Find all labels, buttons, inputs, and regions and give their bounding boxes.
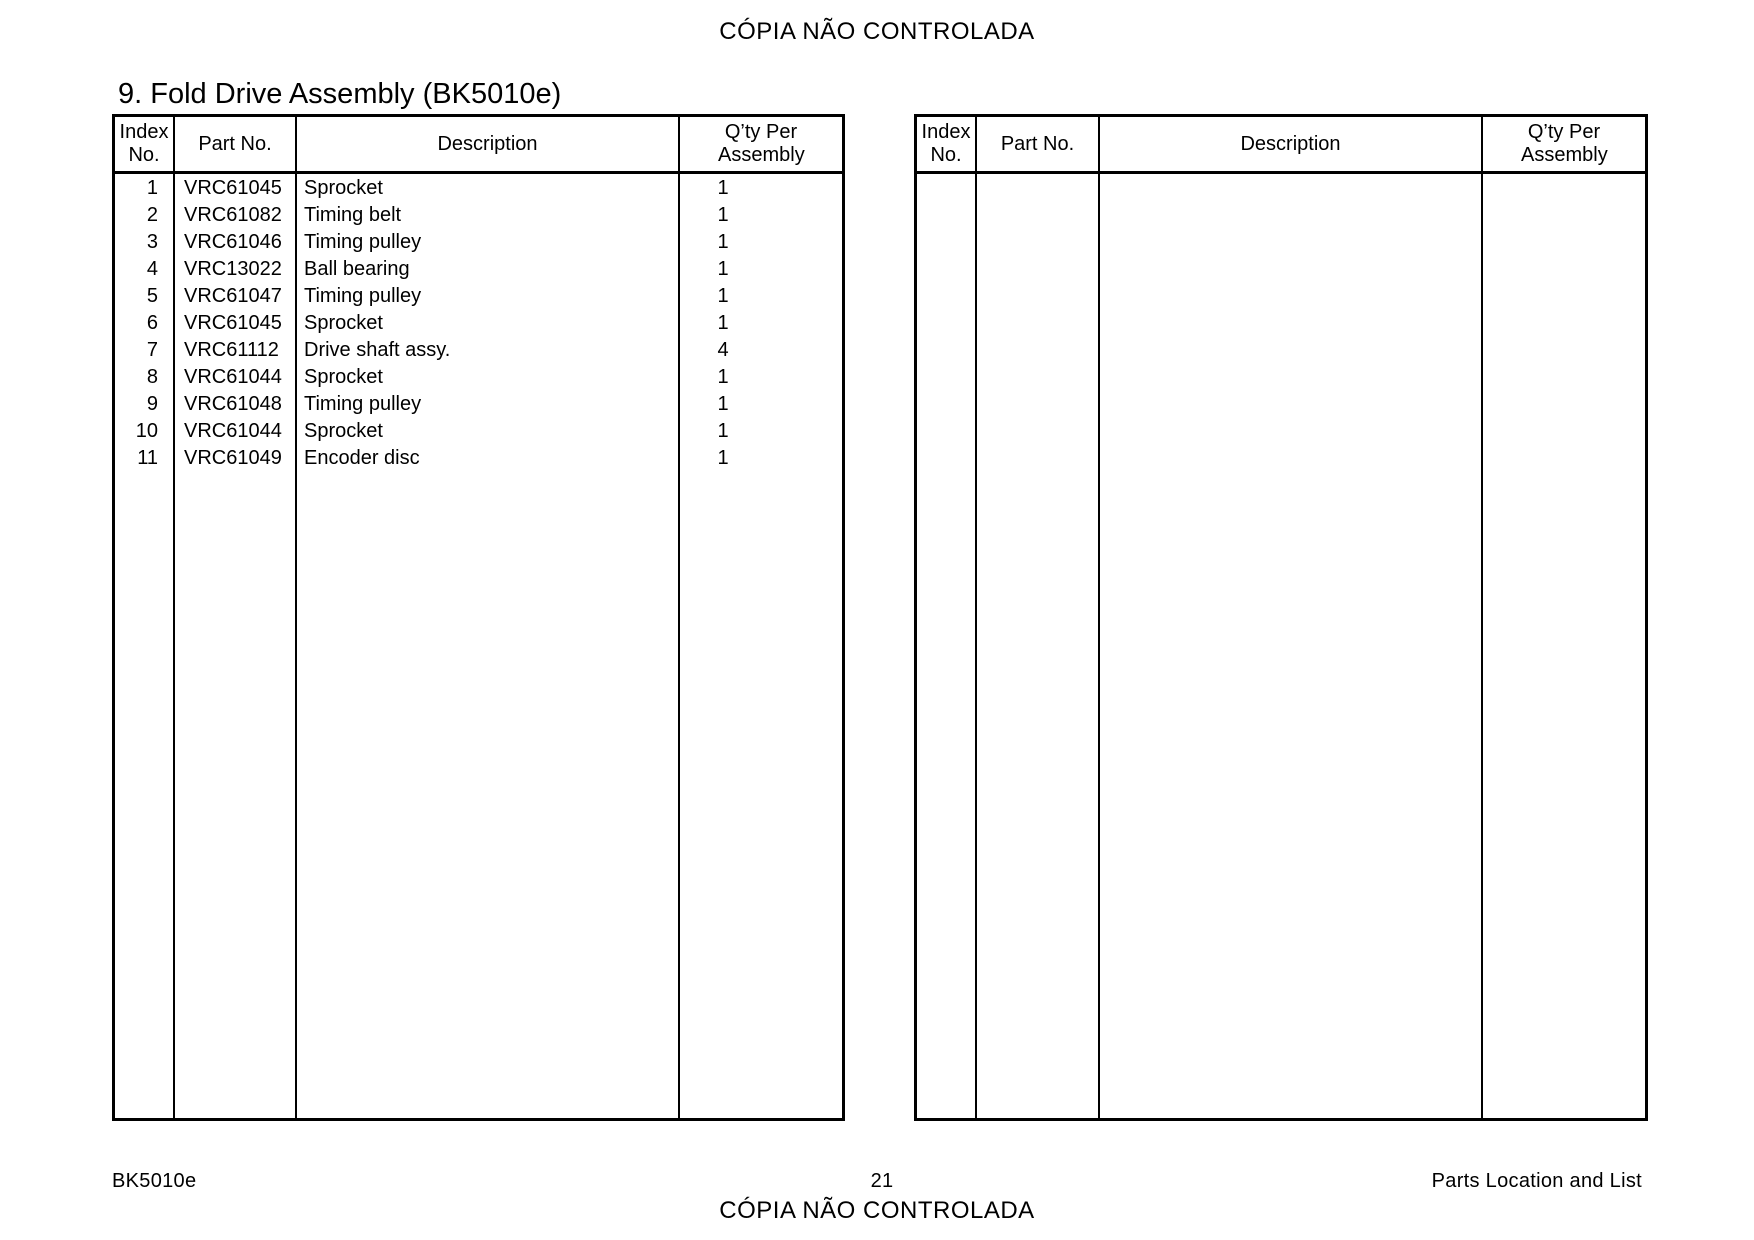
footer-page-number: 21 — [870, 1170, 894, 1192]
header-index: Index No. — [119, 121, 169, 166]
index-cell: 11 — [137, 447, 158, 469]
description-cell: Timing belt — [304, 204, 402, 226]
table-row — [115, 202, 842, 229]
part-no-cell: VRC13022 — [184, 258, 282, 280]
part-no-cell: VRC61046 — [184, 231, 282, 253]
description-cell: Sprocket — [304, 366, 383, 388]
table-row — [115, 256, 842, 283]
index-cell: 4 — [146, 258, 158, 280]
index-cell: 6 — [146, 312, 158, 334]
header-part-no: Part No. — [1000, 132, 1075, 155]
description-cell: Drive shaft assy. — [304, 339, 451, 361]
qty-cell: 1 — [717, 231, 729, 253]
table-header — [115, 117, 842, 174]
header-part-no: Part No. — [198, 132, 272, 155]
header-qty-label: Q’ty Per Assembly — [718, 121, 805, 166]
table-row — [115, 310, 842, 337]
description-cell: Sprocket — [304, 312, 383, 334]
watermark-top: CÓPIA NÃO CONTROLADA — [719, 18, 1035, 45]
description-cell: Sprocket — [304, 177, 383, 199]
qty-cell: 1 — [717, 447, 729, 469]
header-description: Description — [1240, 132, 1341, 155]
part-no-cell: VRC61047 — [184, 285, 282, 307]
parts-table-right — [914, 114, 1648, 1121]
qty-cell: 1 — [717, 285, 729, 307]
qty-cell: 4 — [717, 339, 729, 361]
footer-model: BK5010e — [112, 1170, 197, 1192]
index-cell: 1 — [146, 177, 158, 199]
table-row — [115, 229, 842, 256]
description-cell: Encoder disc — [304, 447, 420, 469]
qty-cell: 1 — [717, 204, 729, 226]
description-cell: Ball bearing — [304, 258, 410, 280]
index-cell: 3 — [146, 231, 158, 253]
table-row — [115, 445, 842, 472]
header-index: Index No. — [921, 121, 971, 166]
table-row — [115, 418, 842, 445]
header-qty-label: Q’ty Per Assembly — [1521, 121, 1608, 166]
part-no-cell: VRC61045 — [184, 312, 282, 334]
part-no-cell: VRC61082 — [184, 204, 282, 226]
part-no-cell: VRC61045 — [184, 177, 282, 199]
header-qty — [680, 117, 842, 171]
index-cell: 7 — [146, 339, 158, 361]
index-cell: 2 — [146, 204, 158, 226]
footer-section: Parts Location and List — [1431, 1170, 1642, 1192]
part-no-cell: VRC61044 — [184, 366, 282, 388]
table-row — [115, 175, 842, 202]
qty-cell: 1 — [717, 393, 729, 415]
table-header — [917, 117, 1645, 174]
qty-cell: 1 — [717, 258, 729, 280]
description-cell: Timing pulley — [304, 393, 422, 415]
qty-cell: 1 — [717, 420, 729, 442]
table-row — [115, 391, 842, 418]
watermark-bottom: CÓPIA NÃO CONTROLADA — [719, 1197, 1035, 1224]
index-cell: 9 — [146, 393, 158, 415]
index-cell: 5 — [146, 285, 158, 307]
table-row — [115, 283, 842, 310]
part-no-cell: VRC61048 — [184, 393, 282, 415]
description-cell: Timing pulley — [304, 285, 422, 307]
header-description: Description — [437, 132, 538, 155]
parts-table-left — [112, 114, 845, 1121]
index-cell: 8 — [146, 366, 158, 388]
description-cell: Sprocket — [304, 420, 383, 442]
description-cell: Timing pulley — [304, 231, 422, 253]
qty-cell: 1 — [717, 177, 729, 199]
part-no-cell: VRC61044 — [184, 420, 282, 442]
page-title: 9. Fold Drive Assembly (BK5010e) — [118, 78, 562, 110]
qty-cell: 1 — [717, 312, 729, 334]
column-rule — [1481, 117, 1483, 1118]
table-row — [115, 364, 842, 391]
qty-cell: 1 — [717, 366, 729, 388]
index-cell: 10 — [135, 420, 158, 442]
column-rule — [975, 117, 977, 1118]
table-row — [115, 337, 842, 364]
header-qty — [1483, 117, 1645, 171]
column-rule — [1098, 117, 1100, 1118]
part-no-cell: VRC61049 — [184, 447, 282, 469]
part-no-cell: VRC61112 — [184, 339, 279, 361]
